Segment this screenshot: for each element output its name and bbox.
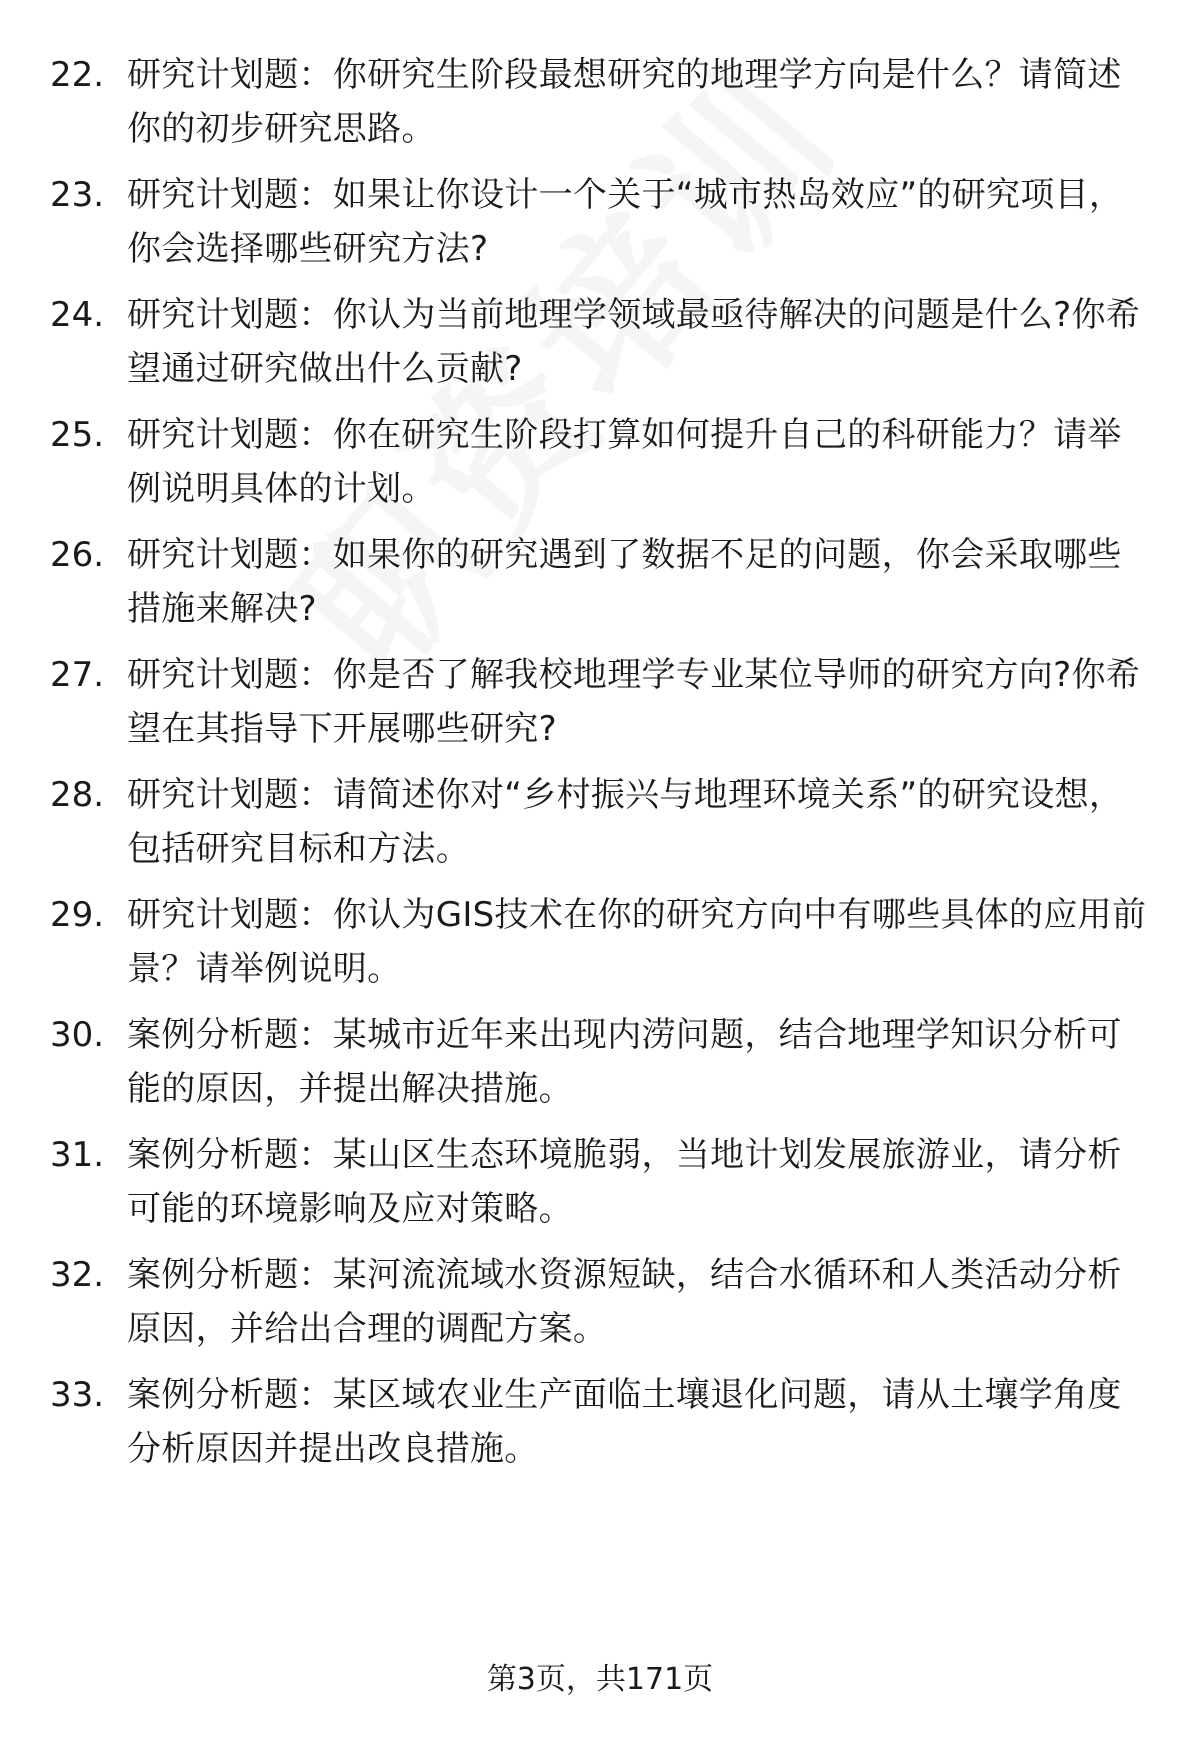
question-text: 研究计划题：请简述你对“乡村振兴与地理环境关系”的研究设想，包括研究目标和方法。: [127, 775, 1124, 869]
question-number: 24.: [50, 295, 105, 335]
question-item: [0, 1248, 1200, 1358]
question-number: 29.: [50, 895, 105, 935]
question-item: [0, 768, 1200, 878]
question-item: [0, 168, 1200, 278]
question-number: 23.: [50, 175, 105, 215]
question-number: 27.: [50, 655, 105, 695]
question-item: [0, 648, 1200, 758]
question-text: 案例分析题：某山区生态环境脆弱，当地计划发展旅游业，请分析可能的环境影响及应对策略。: [127, 1135, 1122, 1229]
question-text: 案例分析题：某城市近年来出现内涝问题，结合地理学知识分析可能的原因，并提出解决措施。: [127, 1015, 1122, 1109]
question-text: 研究计划题：你研究生阶段最想研究的地理学方向是什么？请简述你的初步研究思路。: [127, 55, 1122, 149]
question-number: 31.: [50, 1135, 105, 1175]
question-item: [0, 48, 1200, 158]
question-number: 22.: [50, 55, 105, 95]
question-text: 研究计划题：你认为GIS技术在你的研究方向中有哪些具体的应用前景？请举例说明。: [127, 895, 1147, 989]
question-number: 26.: [50, 535, 105, 575]
question-text: 研究计划题：你是否了解我校地理学专业某位导师的研究方向?你希望在其指导下开展哪些研究?: [127, 655, 1141, 749]
question-item: [0, 408, 1200, 518]
question-item: [0, 1368, 1200, 1478]
question-number: 30.: [50, 1015, 105, 1055]
question-number: 33.: [50, 1375, 105, 1415]
question-text: 研究计划题：如果让你设计一个关于“城市热岛效应”的研究项目，你会选择哪些研究方法?: [127, 175, 1124, 269]
question-number: 32.: [50, 1255, 105, 1295]
question-item: [0, 1128, 1200, 1238]
question-text: 研究计划题：如果你的研究遇到了数据不足的问题，你会采取哪些措施来解决?: [127, 535, 1122, 629]
question-number: 25.: [50, 415, 105, 455]
question-number: 28.: [50, 775, 105, 815]
question-item: [0, 288, 1200, 398]
question-text: 案例分析题：某河流流域水资源短缺，结合水循环和人类活动分析原因，并给出合理的调配方案。: [127, 1255, 1122, 1349]
question-text: 研究计划题：你认为当前地理学领域最亟待解决的问题是什么?你希望通过研究做出什么贡献?: [127, 295, 1141, 389]
page-footer: 第3页，共171页: [486, 1662, 714, 1697]
question-text: 案例分析题：某区域农业生产面临土壤退化问题，请从土壤学角度分析原因并提出改良措施。: [127, 1375, 1122, 1469]
question-item: [0, 528, 1200, 638]
question-item: [0, 1008, 1200, 1118]
question-text: 研究计划题：你在研究生阶段打算如何提升自己的科研能力？请举例说明具体的计划。: [127, 415, 1122, 509]
question-item: [0, 888, 1200, 998]
